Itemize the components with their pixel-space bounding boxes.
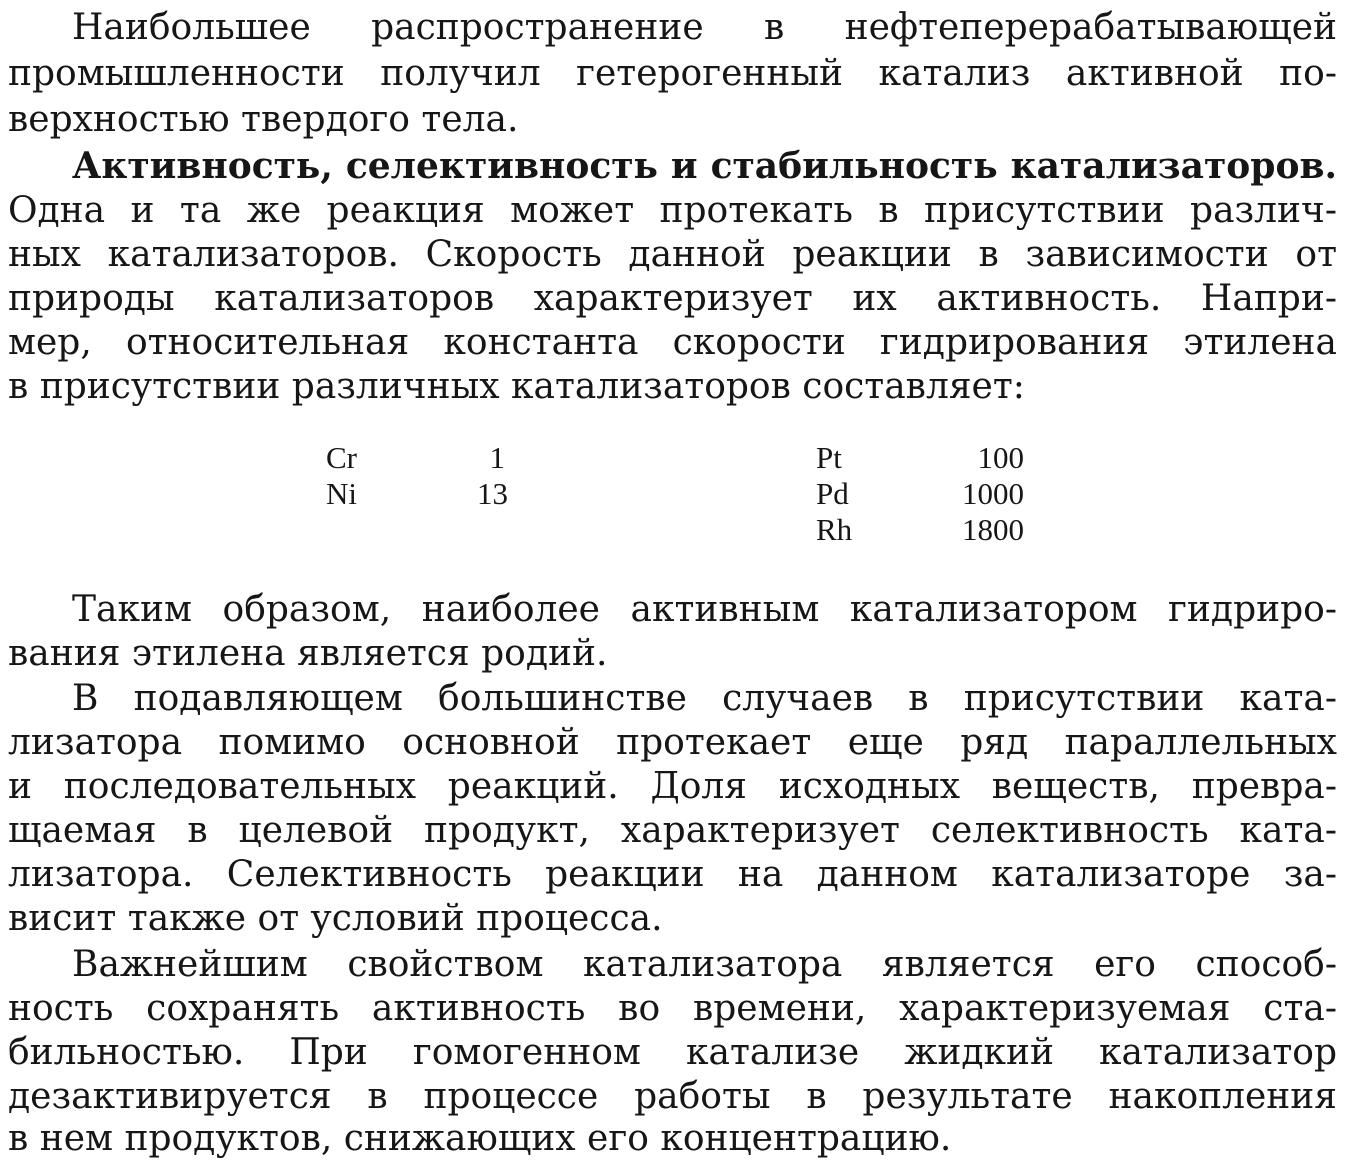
text-line: верхностью твердого тела. bbox=[8, 99, 519, 140]
text-line: Наибольшее распространение в нефтеперерабатывающей bbox=[72, 7, 1337, 48]
section-heading: Активность, селективность и стабильность катализаторов. bbox=[72, 145, 1337, 187]
text-line: Важнейшим свойством катализатора является его способ- bbox=[72, 944, 1337, 985]
text-line: бильностью. При гомогенном катализе жидкий катализатор bbox=[8, 1032, 1337, 1073]
text-line: мер, относительная константа скорости гидрирования этилена bbox=[8, 322, 1337, 363]
text-line: ных катализаторов. Скорость данной реакции в зависимости от bbox=[8, 234, 1337, 275]
text-line: в присутствии различных катализаторов составляет: bbox=[8, 366, 1025, 407]
catalyst-activity-table bbox=[0, 440, 1355, 550]
text-line: Одна и та же реакция может протекать в присутствии различ- bbox=[8, 190, 1337, 231]
table-value: 1000 bbox=[962, 476, 1024, 511]
text-line: висит также от условий процесса. bbox=[8, 898, 663, 939]
table-metal: Cr bbox=[326, 440, 357, 475]
text-line: в нем продуктов, снижающих его концентрацию. bbox=[8, 1118, 952, 1159]
text-line: ность сохранять активность во времени, характеризуемая ста- bbox=[8, 988, 1337, 1029]
table-metal: Rh bbox=[816, 512, 853, 547]
text-line: В подавляющем большинстве случаев в присутствии ката- bbox=[72, 678, 1337, 719]
table-metal: Pt bbox=[816, 440, 842, 475]
table-metal: Ni bbox=[326, 476, 357, 511]
text-line: лизатора помимо основной протекает еще ряд параллельных bbox=[8, 722, 1337, 763]
text-line: дезактивируется в процессе работы в результате накопления bbox=[8, 1076, 1337, 1117]
text-line: вания этилена является родий. bbox=[8, 633, 608, 674]
text-line: природы катализаторов характеризует их активность. Напри- bbox=[8, 278, 1337, 319]
table-value: 1 bbox=[489, 440, 505, 475]
table-value: 100 bbox=[977, 440, 1024, 475]
text-line: и последовательных реакций. Доля исходных веществ, превра- bbox=[8, 766, 1337, 807]
text-line: щаемая в целевой продукт, характеризует селективность ката- bbox=[8, 810, 1337, 851]
text-line: промышленности получил гетерогенный катализ активной по- bbox=[8, 53, 1337, 94]
text-line: Таким образом, наиболее активным катализатором гидриро- bbox=[72, 589, 1337, 630]
text-line: лизатора. Селективность реакции на данном катализаторе за- bbox=[8, 854, 1337, 895]
table-metal: Pd bbox=[816, 476, 849, 511]
table-value: 1800 bbox=[962, 512, 1024, 547]
table-value: 13 bbox=[477, 476, 508, 511]
